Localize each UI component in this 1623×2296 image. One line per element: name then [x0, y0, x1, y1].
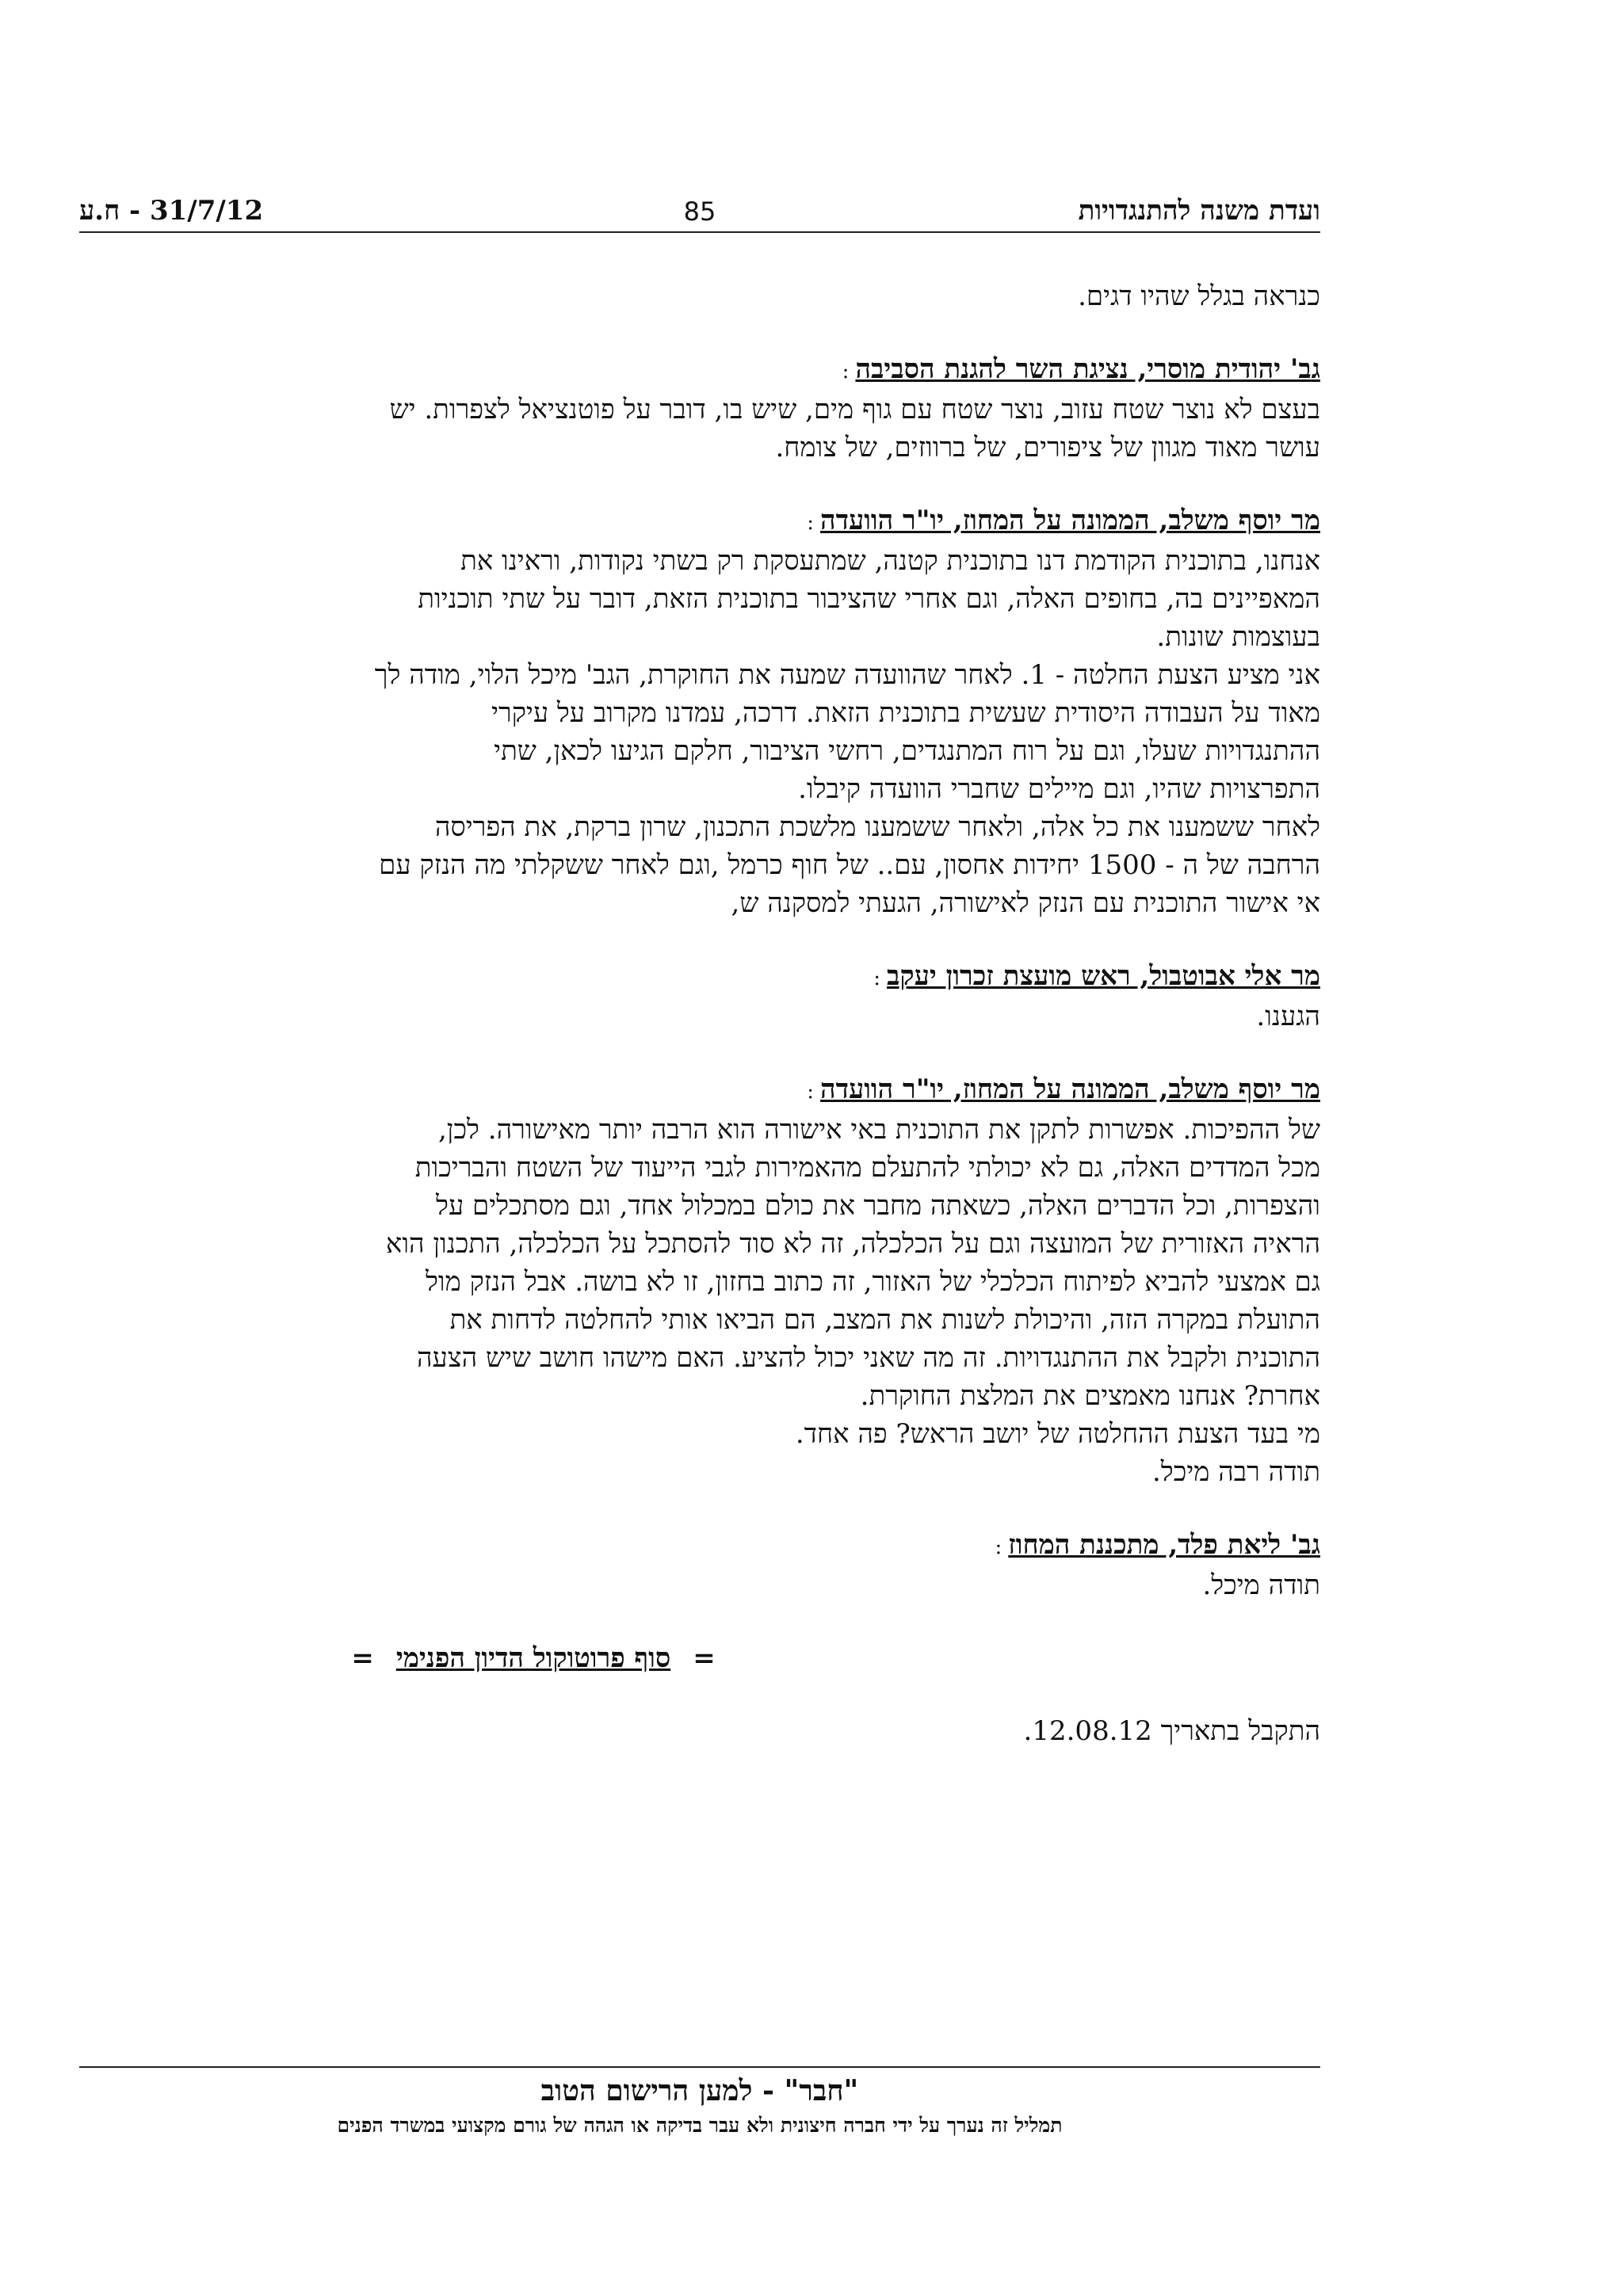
transcript-line: המאפיינים בה, בחופים האלה, וגם אחרי שהציבור בתוכנית הזאת, דובר על שתי תוכניות [418, 583, 1320, 615]
transcript-line: אנחנו, בתוכנית הקודמת דנו בתוכנית קטנה, שמתעסקת רק בשתי נקודות, וראינו את [460, 545, 1320, 577]
speaker-colon: : [873, 967, 881, 990]
transcript-line: והצפרות, וכל הדברים האלה, כשאתה מחבר את כולם במכלול אחד, וגם מסתכלים על [436, 1190, 1320, 1222]
end-marker-eq-right: = [693, 1642, 716, 1674]
transcript-line: אני מציע הצעת החלטה - 1. לאחר שהוועדה שמעה את החוקרת, הגב' מיכל הלוי, מודה לך [374, 659, 1320, 691]
end-of-protocol-marker [79, 1639, 1320, 1677]
transcript-line: לאחר ששמענו את כל אלה, ולאחר ששמענו מלשכת התכנון, שרון ברקת, את הפריסה [434, 811, 1320, 843]
transcript-line: כנראה בגלל שהיו דגים. [1078, 280, 1320, 312]
received-date: התקבל בתאריך 12.08.12. [1023, 1715, 1320, 1747]
speaker-name: מר יוסף משלב, הממונה על המחוז, יו"ר הוועדה [820, 1074, 1320, 1105]
transcript-line: מאוד על העבודה היסודית שעשית בתוכנית הזאת. דרכה, עמדנו מקרוב על עיקרי [491, 697, 1320, 729]
speaker-colon: : [842, 360, 850, 383]
transcript-line: תודה מיכל. [1202, 1569, 1320, 1601]
transcript-line: התועלת במקרה הזה, והיכולת לשנות את המצב, הם הביאו אותי להחלטה לדחות את [449, 1304, 1320, 1336]
end-marker-eq-left: = [351, 1642, 374, 1674]
transcript-line: תודה רבה מיכל. [1151, 1456, 1320, 1488]
speaker-name: גב' יהודית מוסרי, נציגת השר להגנת הסביבה [855, 353, 1320, 385]
transcript-line: הרחבה של ה - 1500 יחידות אחסון, עם.. של חוף כרמל ,וגם לאחר ששקלתי מה הנזק עם [379, 849, 1320, 881]
footer-slogan: "חבר" - למען הרישום הטוב [540, 2074, 859, 2107]
transcript-line: התוכנית ולקבל את ההתנגדויות. זה מה שאני יכול להציע. האם מישהו חושב שיש הצעה [416, 1342, 1320, 1374]
transcript-body [79, 277, 1320, 1750]
speaker-heading [79, 1070, 1320, 1111]
speaker-colon: : [807, 1080, 815, 1104]
footer-disclaimer: תמליל זה נערך על ידי חברה חיצונית ולא עבר בדיקה או הגהה של גורם מקצועי במשרד הפנים [337, 2114, 1063, 2137]
transcript-line: עושר מאוד מגוון של ציפורים, של ברווזים, של צומח. [775, 432, 1320, 463]
speaker-colon: : [995, 1535, 1002, 1559]
speaker-name: מר אלי אבוטבול, ראש מועצת זכרון יעקב [887, 960, 1320, 992]
transcript-blocks [79, 277, 1320, 1604]
transcript-line: בעוצמות שונות. [1156, 621, 1320, 653]
page-header [79, 184, 1320, 233]
header-committee-name: ועדת משנה להתנגדויות [1078, 195, 1320, 227]
speaker-heading [79, 957, 1320, 997]
speaker-name: מר יוסף משלב, הממונה על המחוז, יו"ר הוועדה [820, 505, 1320, 536]
transcript-line: התפרצויות שהיו, וגם מיילים שחברי הוועדה קיבלו. [798, 773, 1320, 805]
speaker-heading [79, 502, 1320, 542]
speaker-heading [79, 350, 1320, 391]
transcript-line: של ההפיכות. אפשרות לתקן את התוכנית באי אישורה הוא הרבה יותר מאישורה. לכן, [437, 1114, 1320, 1146]
transcript-line: אחרת? אנחנו מאמצים את המלצת החוקרת. [860, 1380, 1320, 1412]
transcript-line: אי אישור התוכנית עם הנזק לאישורה, הגעתי למסקנה ש, [731, 887, 1320, 919]
transcript-line: הגענו. [1256, 1001, 1320, 1032]
header-date-ref: 31/7/12 - ח.ע [79, 195, 264, 227]
end-marker-title: סוף פרוטוקול הדיון הפנימי [395, 1642, 671, 1674]
transcript-line: מכל המדדים האלה, גם לא יכולתי להתעלם מהאמירות לגבי הייעוד של השטח והבריכות [414, 1152, 1320, 1184]
speaker-heading [79, 1526, 1320, 1566]
speaker-colon: : [807, 511, 815, 535]
speaker-name: גב' ליאת פלד, מתכננת המחוז [1008, 1529, 1320, 1561]
transcript-line: מי בעד הצעת ההחלטה של יושב הראש? פה אחד. [795, 1418, 1320, 1450]
transcript-line: ההתנגדויות שעלו, וגם על רוח המתנגדים, רחשי הציבור, חלקם הגיעו לכאן, שתי [494, 735, 1320, 767]
transcript-line: בעצם לא נוצר שטח עזוב, נוצר שטח עם גוף מים, שיש בו, דובר על פוטנציאל לצפרות. יש [389, 394, 1320, 425]
transcript-line: גם אמצעי להביא לפיתוח הכלכלי של האזור, זה כתוב בחזון, זו לא בושה. אבל הנזק מול [426, 1266, 1320, 1298]
footer-rule [79, 2066, 1320, 2068]
header-page-number: 85 [683, 196, 716, 227]
transcript-line: הראיה האזורית של המועצה וגם על הכלכלה, זה לא סוד להסתכל על הכלכלה, התכנון הוא [385, 1228, 1320, 1260]
